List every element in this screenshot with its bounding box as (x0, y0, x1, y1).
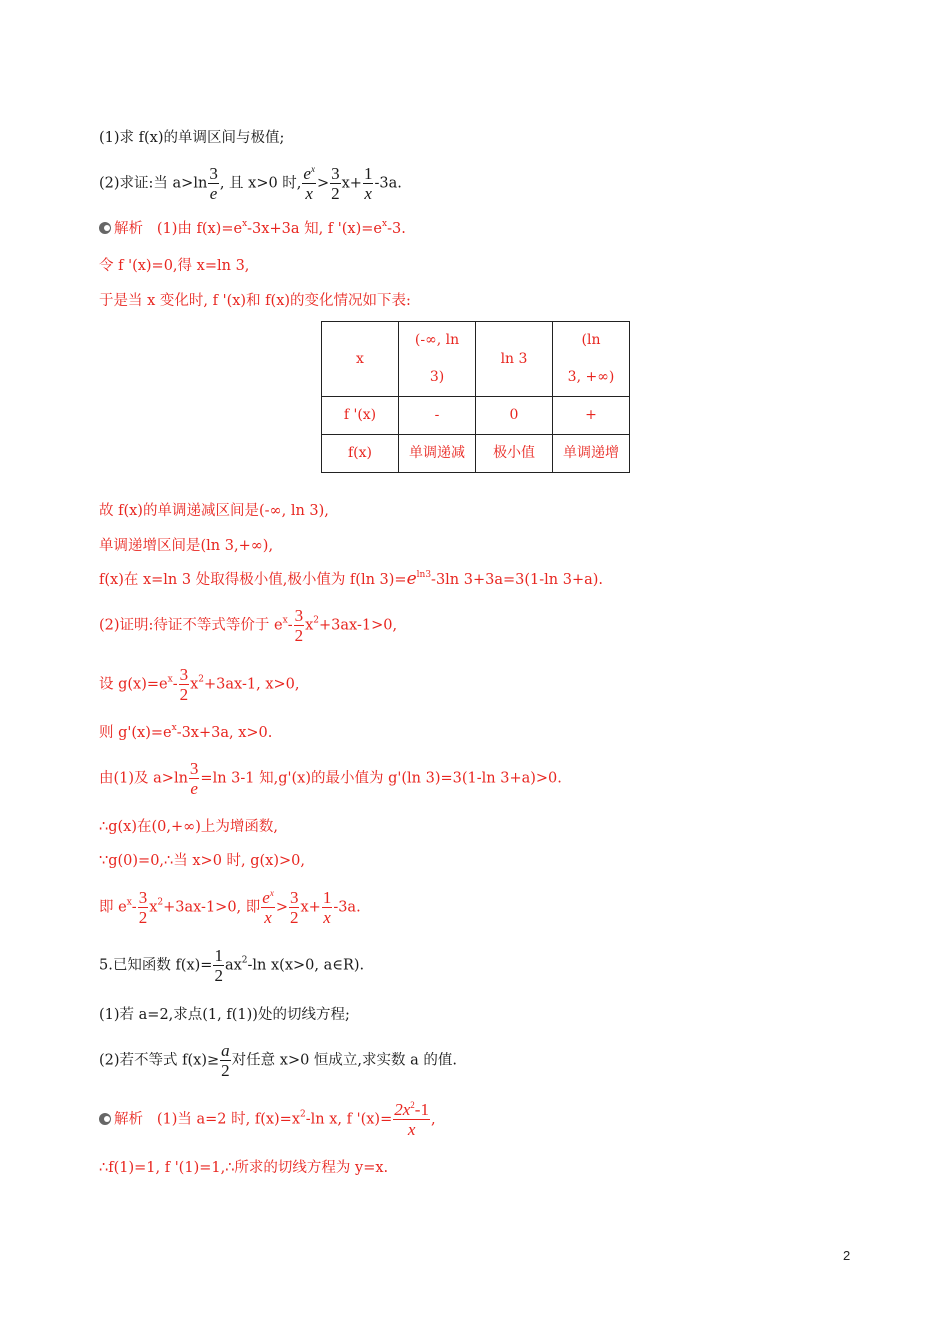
solution-line-3: 于是当 x 变化时, f '(x)和 f(x)的变化情况如下表: (99, 293, 411, 309)
fraction-3-over-2: $\frac{3}{2}$ (331, 164, 340, 203)
solution-line-8: 设 $g(x)=e^x-$ $\frac{3}{2}$ $x^2+3ax-1$, x>0, (99, 665, 300, 704)
solution-line-4: 故 f(x)的单调递减区间是(-∞, ln 3), (99, 503, 329, 519)
table-cell: ln 3 (476, 322, 553, 397)
solution-line-6: f(x)在 x=ln 3 处取得极小值,极小值为 f(ln $3)=e^{ln3}-3\ln$ 3+3a=3(1-ln 3+a). (99, 569, 604, 589)
table-cell: 极小值 (476, 435, 553, 473)
fraction-1-over-x: $\frac{1}{x}$ (322, 888, 332, 927)
solution-line-2: 令 f '(x)=0,得 x=ln 3, (99, 258, 250, 274)
analysis-badge-icon (99, 1113, 111, 1125)
question-part-2: (2)求证:当 a>ln $\frac{3}{e}$ , 且 x>0 时, $\frac{e^x}{x}$ > $\frac{3}{2}$ x+ $\frac{1}{x}$ -3a. (99, 164, 402, 203)
table-cell: f '(x) (322, 397, 399, 435)
question-5-stem: 5.已知函数 f(x)= $\frac{1}{2}$ $ax^2-\ln$ x(x>0, a∈R). (99, 946, 365, 985)
solution-5-line-1: 解析 (1)当 a=2 时, $f(x)=x^2-\ln$ x, f '(x)= $\frac{2x^2-1}{x}$ , (99, 1100, 436, 1139)
solution-line-12: ∵g(0)=0,∴当 x>0 时, g(x)>0, (99, 853, 306, 869)
solution-line-5: 单调递增区间是(ln 3,+∞), (99, 538, 274, 554)
page-number: 2 (843, 1248, 851, 1263)
solution-5-line-2: ∴f(1)=1, f '(1)=1,∴所求的切线方程为 y=x. (99, 1160, 389, 1176)
fraction-3-over-e: $\frac{3}{e}$ (189, 759, 199, 798)
fraction-3-over-2: $\frac{3}{2}$ (294, 606, 304, 645)
fraction-3-over-e: $\frac{3}{e}$ (209, 164, 218, 203)
fraction-ex-over-x: $\frac{e^x}{x}$ (303, 164, 315, 203)
question-part-1: (1)求 f(x)的单调区间与极值; (99, 130, 285, 146)
table-cell: 单调递减 (399, 435, 476, 473)
table-cell: 0 (476, 397, 553, 435)
solution-line-10: 由(1)及 a>ln $\frac{3}{e}$ =ln 3-1 知,g'(x)的最小值为 g'(ln 3)=3(1-ln 3+a)>0. (99, 759, 562, 798)
fraction-3-over-2: $\frac{3}{2}$ (138, 888, 148, 927)
table-row (322, 397, 630, 435)
fraction-1-over-2: $\frac{1}{2}$ (214, 946, 223, 985)
table-cell: (-∞, ln 3) (399, 322, 476, 397)
table-row (322, 435, 630, 473)
table-cell: f(x) (322, 435, 399, 473)
fraction-1-over-x: $\frac{1}{x}$ (363, 164, 373, 203)
table-cell: + (553, 397, 630, 435)
fraction-3-over-2: $\frac{3}{2}$ (289, 888, 299, 927)
solution-line-11: ∴g(x)在(0,+∞)上为增函数, (99, 819, 278, 835)
table-cell: - (399, 397, 476, 435)
fraction-ex-over-x: $\frac{e^x}{x}$ (262, 888, 274, 927)
solution-line-7: (2)证明:待证不等式等价于 $e^x-$ $\frac{3}{2}$ $x^2+3ax-1>0$, (99, 606, 398, 645)
fraction-derivative: $\frac{2x^2-1}{x}$ (394, 1100, 429, 1139)
variation-table (321, 321, 630, 473)
solution-line-13: 即 $e^x-$ $\frac{3}{2}$ $x^2+3ax-1>0$, 即 $\frac{e^x}{x}$ > $\frac{3}{2}$ x+ $\frac{1}{x}$ -3a. (99, 888, 361, 927)
fraction-3-over-2: $\frac{3}{2}$ (179, 665, 189, 704)
solution-line-9: 则 $g'(x)=e^x-3x+3a$, x>0. (99, 723, 273, 741)
table-row (322, 322, 630, 397)
question-5-part-2: (2)若不等式 f(x)≥ $\frac{a}{2}$ 对任意 x>0 恒成立,求实数 a 的值. (99, 1041, 458, 1080)
question-5-part-1: (1)若 a=2,求点(1, f(1))处的切线方程; (99, 1007, 350, 1023)
table-cell: x (322, 322, 399, 397)
analysis-badge-icon (99, 222, 111, 234)
table-cell: 单调递增 (553, 435, 630, 473)
solution-line-1: 解析 (1)由 $f(x)=e^x-3x+3a$ 知, f '$(x)=e^x-3$. (99, 219, 406, 239)
fraction-a-over-2: $\frac{a}{2}$ (221, 1041, 230, 1080)
table-cell: (ln 3, +∞) (553, 322, 630, 397)
